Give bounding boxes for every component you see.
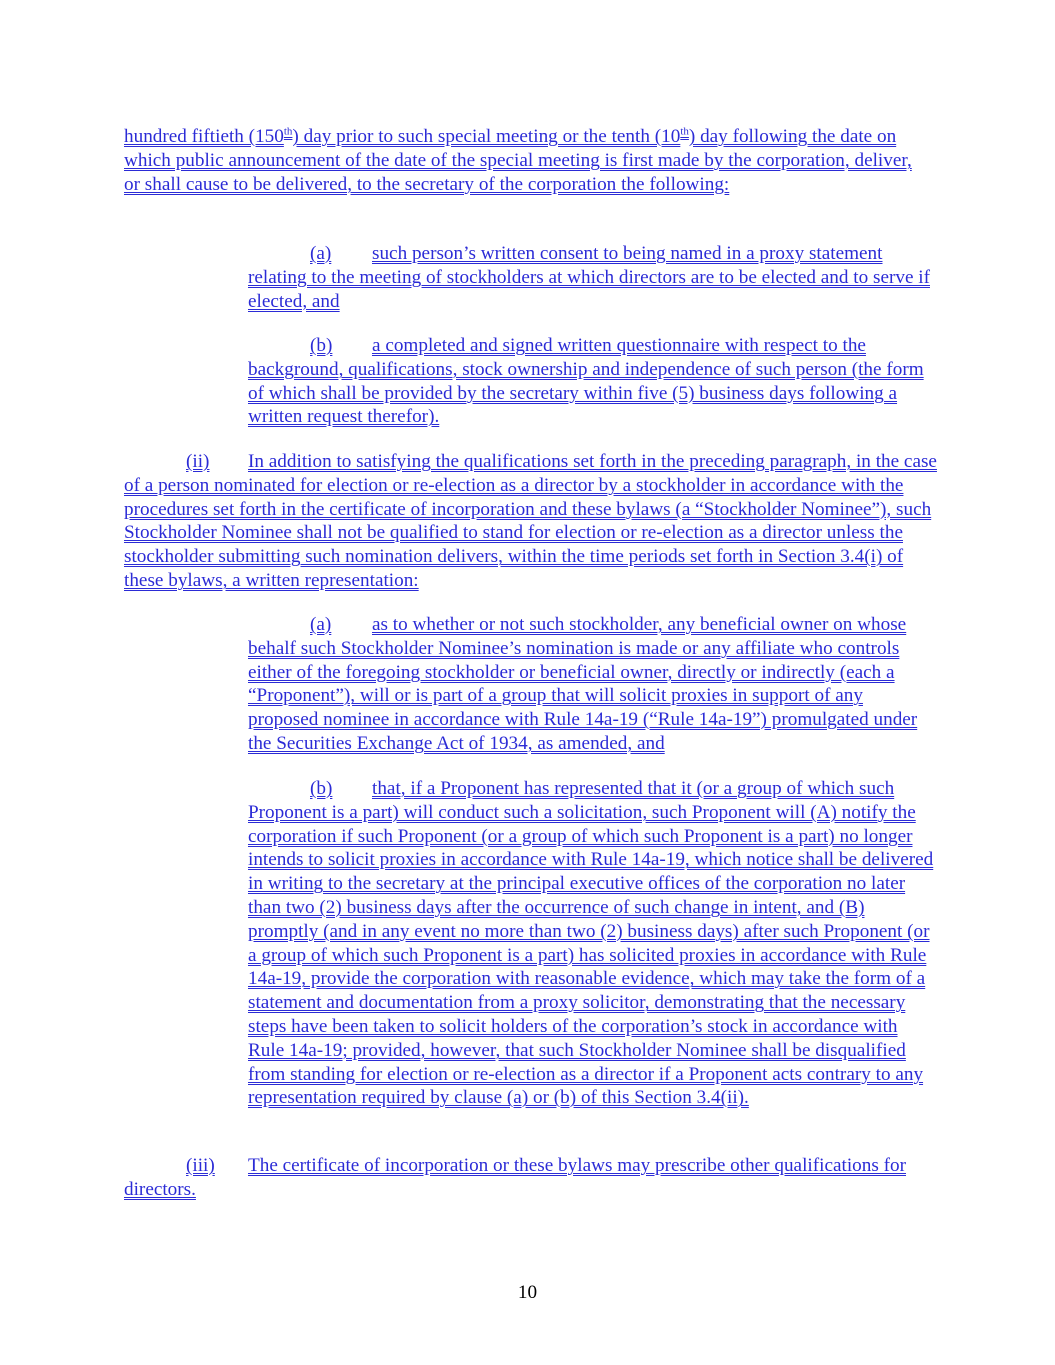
- clause-iii: [124, 1154, 939, 1202]
- clause-text: In addition to satisfying the qualifications set forth in the preceding paragraph, in the case of a person nominated for election or re-election as a director by a stockholder in accordance with the procedures set forth in the certificate of incorporation and these bylaws (a “Stockholder Nominee”), such Stockholder Nominee shall not be qualified to stand for election or re-election as a director unless the stockholder submitting such nomination delivers, within the time periods set forth in Section 3.4(i) of these bylaws, a written representation:: [124, 451, 937, 591]
- clause-text: that, if a Proponent has represented that it (or a group of which such Proponent is a part) will conduct such a solicitation, such Proponent will (A) notify the corporation if such Proponent (or a group of which such Proponent is a part) no longer intends to solicit proxies in accordance with Rule 14a-19, which notice shall be delivered in writing to the secretary at the principal executive offices of the corporation no later than two (2) business days after the occurrence of such change in intent, and (B) promptly (and in any event no more than two (2) business days) after such Proponent (or a group of which such Proponent is a part) has solicited proxies in accordance with Rule 14a-19, provide the corporation with reasonable evidence, which may take the form of a statement and documentation from a proxy solicitor, demonstrating that the necessary steps have been taken to solicit holders of the corporation’s stock in accordance with Rule 14a-19; provided, however, that such Stockholder Nominee shall be disqualified from standing for election or re-election as a director if a Proponent acts contrary to any representation required by clause (a) or (b) of this Section 3.4(ii).: [248, 778, 934, 1109]
- intro-text-1: hundred fiftieth (150: [124, 126, 284, 147]
- intro-sup-2: th: [680, 125, 689, 138]
- clause-text: The certificate of incorporation or these bylaws may prescribe other qualifications for directors.: [124, 1155, 906, 1200]
- clause-label: (a): [310, 614, 332, 635]
- intro-paragraph: [124, 125, 914, 196]
- intro-text-3: ) day following the date on which public announcement of the date of the special meeting is first made by the corporation, deliver, or shall cause to be delivered, to the secretary of the corporation the following:: [124, 126, 912, 195]
- clause-text: as to whether or not such stockholder, any beneficial owner on whose behalf such Stockholder Nominee’s nomination is made or any affiliate who controls either of the foregoing stockholder or beneficial owner, directly or indirectly (each a “Proponent”), will or is part of a group that will solicit proxies in support of any proposed nominee in accordance with Rule 14a-19 (“Rule 14a-19”) promulgated under the Securities Exchange Act of 1934, as amended, and: [248, 614, 918, 754]
- clause-text: such person’s written consent to being named in a proxy statement relating to the meeting of stockholders at which directors are to be elected and to serve if elected, and: [248, 243, 930, 312]
- clause-label: (b): [310, 335, 333, 356]
- clause-i-a: [248, 242, 938, 313]
- clause-ii: [124, 450, 939, 593]
- page-number: 10: [517, 1282, 538, 1303]
- clause-label: (iii): [186, 1155, 215, 1176]
- intro-text-2: ) day prior to such special meeting or the tenth (10: [292, 126, 681, 147]
- clause-ii-a: [248, 613, 938, 756]
- clause-i-b: [248, 334, 938, 429]
- clause-text: a completed and signed written questionnaire with respect to the background, qualifications, stock ownership and independence of such person (the form of which shall be provided by the secretary within five (5) business days following a written request therefor).: [248, 335, 924, 428]
- clause-label: (b): [310, 778, 333, 799]
- clause-label: (a): [310, 243, 332, 264]
- clause-label: (ii): [186, 451, 210, 472]
- intro-sup-1: th: [283, 125, 293, 138]
- clause-ii-b: [248, 777, 938, 1110]
